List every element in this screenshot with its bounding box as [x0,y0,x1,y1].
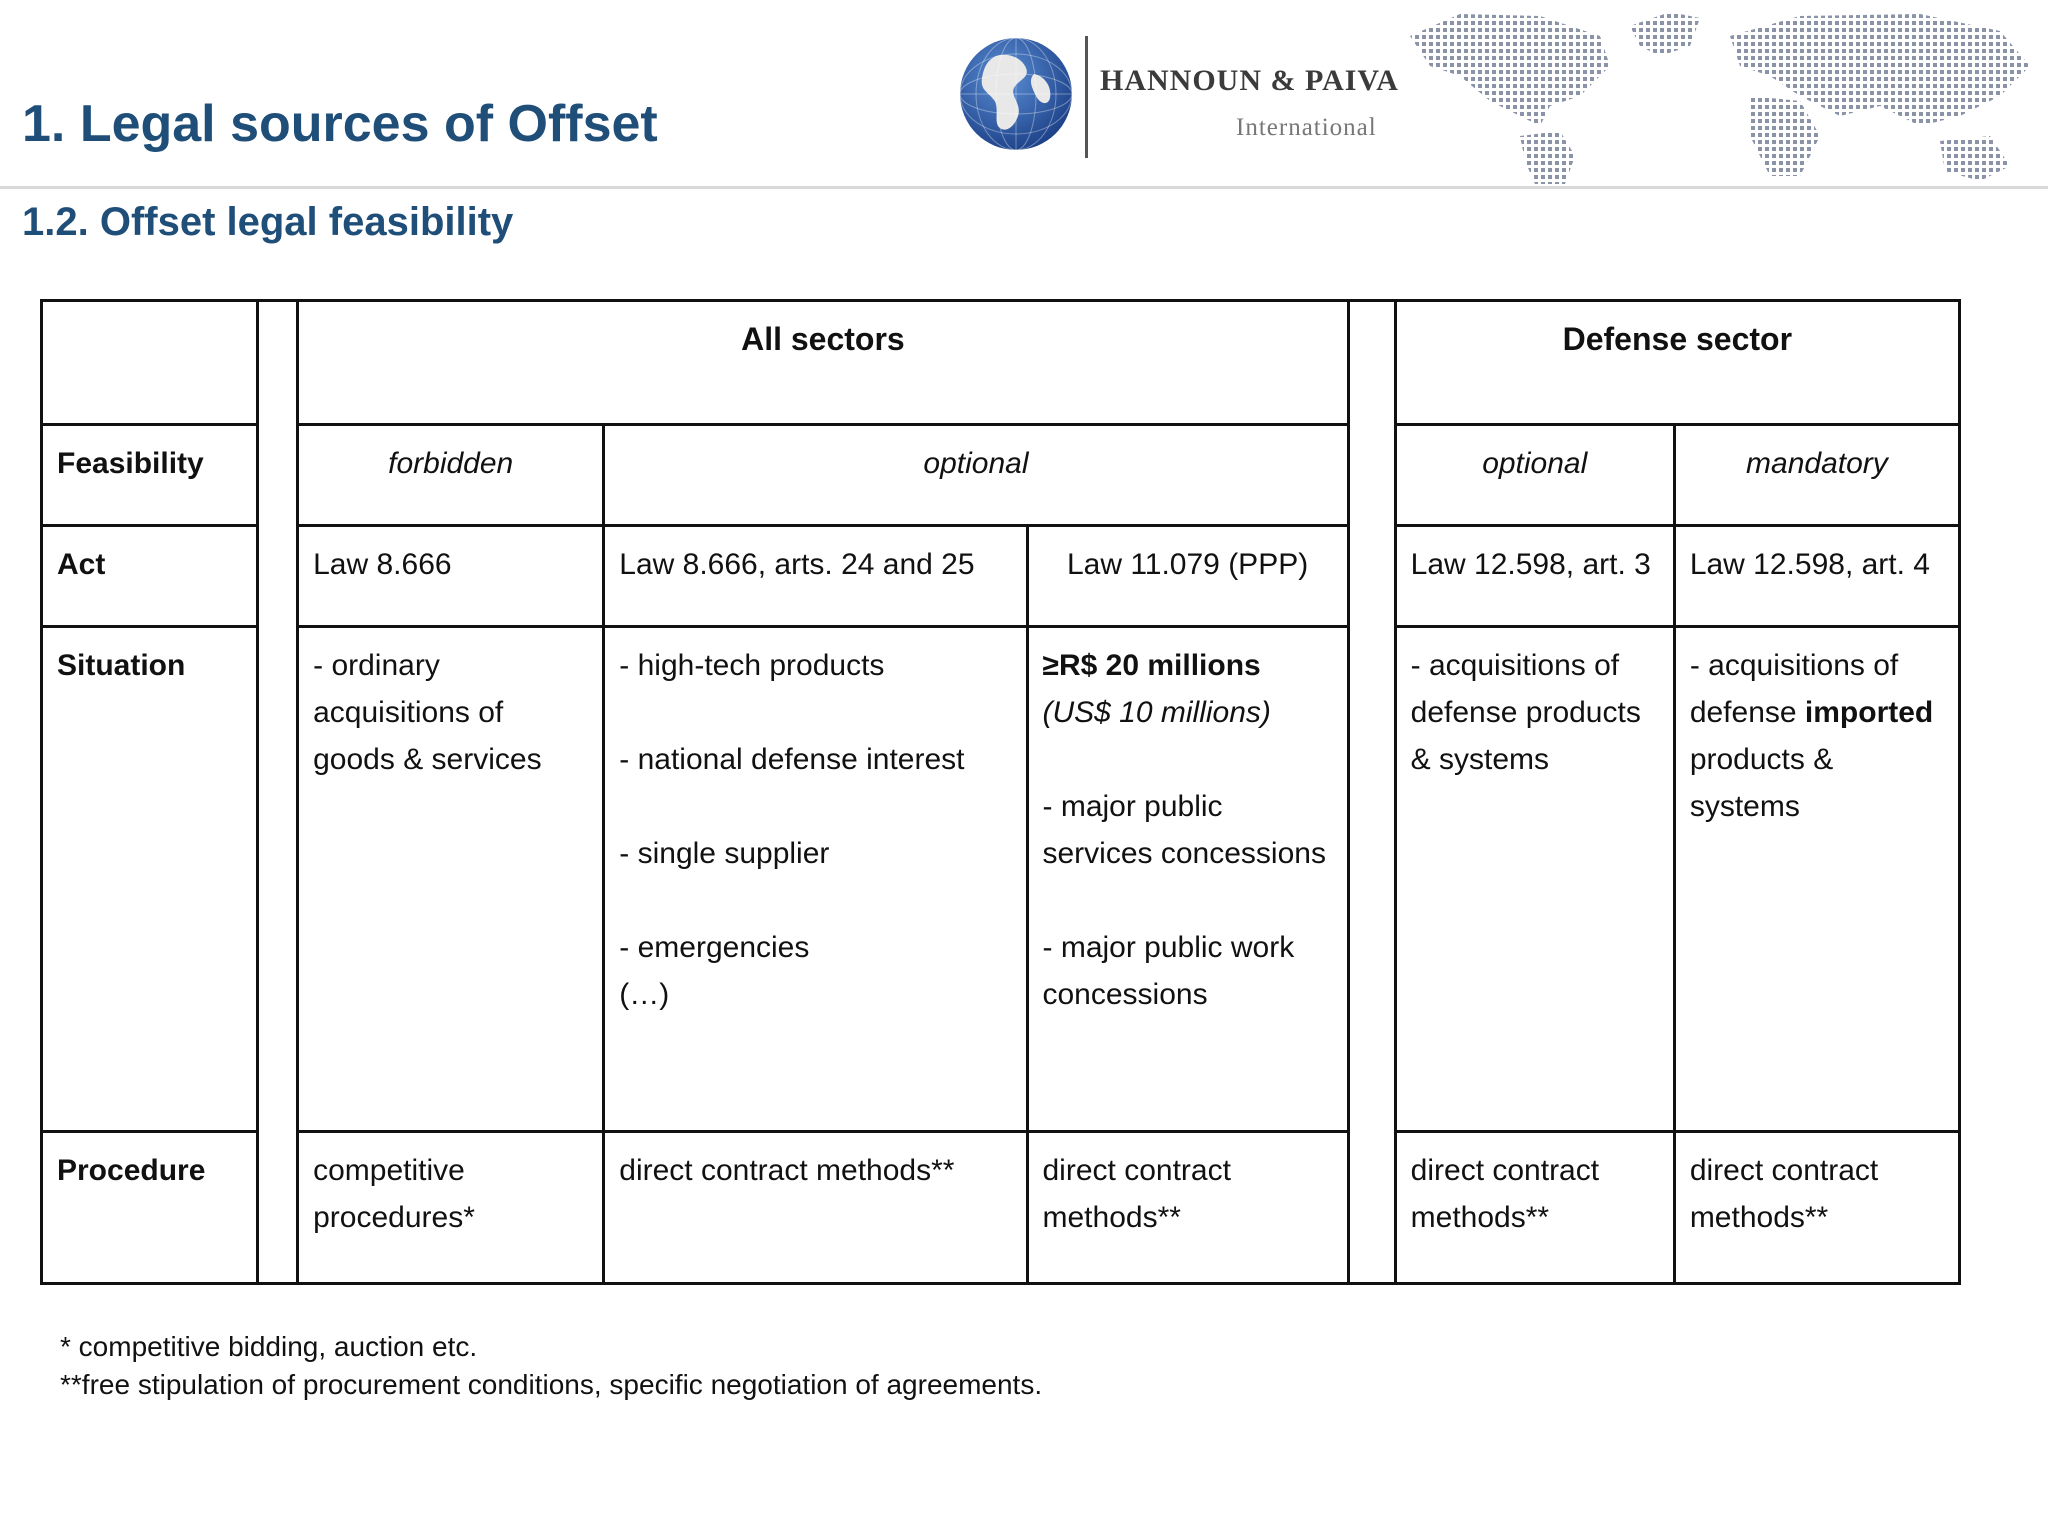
feasibility-optional-defense: optional [1395,425,1674,526]
footnote-1: * competitive bidding, auction etc. [60,1331,478,1362]
procedure-cell-5: direct contract methods** [1674,1132,1959,1284]
feasibility-optional-all: optional [604,425,1348,526]
corner-cell [42,301,258,425]
section-subtitle: 1.2. Offset legal feasibility [22,200,514,244]
row-label-procedure: Procedure [42,1132,258,1284]
row-label-act: Act [42,526,258,627]
feasibility-forbidden: forbidden [298,425,604,526]
group-header-all-sectors: All sectors [298,301,1349,425]
threshold-amount: ≥R$ 20 millions [1042,649,1261,682]
procedure-cell-4: direct contract methods** [1395,1132,1674,1284]
brand-subtitle: International [1236,114,1377,141]
column-spacer-left [258,301,298,1284]
situation-cell-3 [1027,627,1348,1132]
act-cell-5: Law 12.598, art. 4 [1674,526,1959,627]
logo-divider [1085,36,1088,158]
act-cell-1: Law 8.666 [298,526,604,627]
footnotes [60,1328,1042,1404]
row-label-situation: Situation [42,627,258,1132]
situation-item: - major public work concessions [1042,931,1295,1011]
act-cell-2: Law 8.666, arts. 24 and 25 [604,526,1027,627]
world-map-graphic [1400,6,2040,184]
feasibility-mandatory: mandatory [1674,425,1959,526]
situation-cell-1: - ordinary acquisitions of goods & services [298,627,604,1132]
emphasis-imported: imported [1804,696,1934,729]
situation-cell-4: - acquisitions of defense products & systems [1395,627,1674,1132]
group-header-defense-sector: Defense sector [1395,301,1959,425]
brand-name: HANNOUN & PAIVA [1100,64,1399,97]
feasibility-table [40,299,1961,1285]
procedure-cell-1: competitive procedures* [298,1132,604,1284]
table-row-procedure [42,1132,1960,1284]
act-cell-3: Law 11.079 (PPP) [1027,526,1348,627]
situation-cell-5: - acquisitions of defense imported products & systems [1674,627,1959,1132]
situation-item: - major public services concessions [1042,790,1326,870]
column-spacer-right [1348,301,1395,1284]
situation-item: - emergencies [619,931,810,964]
situation-cell-2 [604,627,1027,1132]
situation-item: - national defense interest [619,743,965,776]
page-title: 1. Legal sources of Offset [22,95,658,153]
situation-item: - single supplier [619,837,830,870]
table-row-feasibility [42,425,1960,526]
row-label-feasibility: Feasibility [42,425,258,526]
table-row-act [42,526,1960,627]
globe-logo-icon [956,34,1076,154]
procedure-cell-3: direct contract methods** [1027,1132,1348,1284]
header-bar [0,0,2048,189]
table-row-groups [42,301,1960,425]
threshold-usd: (US$ 10 millions) [1042,696,1271,729]
table-row-situation [42,627,1960,1132]
situation-item: (…) [619,978,670,1011]
procedure-cell-2: direct contract methods** [604,1132,1027,1284]
situation-item: - high-tech products [619,649,885,682]
footnote-2: **free stipulation of procurement conditions, specific negotiation of agreements. [60,1369,1043,1400]
act-cell-4: Law 12.598, art. 3 [1395,526,1674,627]
